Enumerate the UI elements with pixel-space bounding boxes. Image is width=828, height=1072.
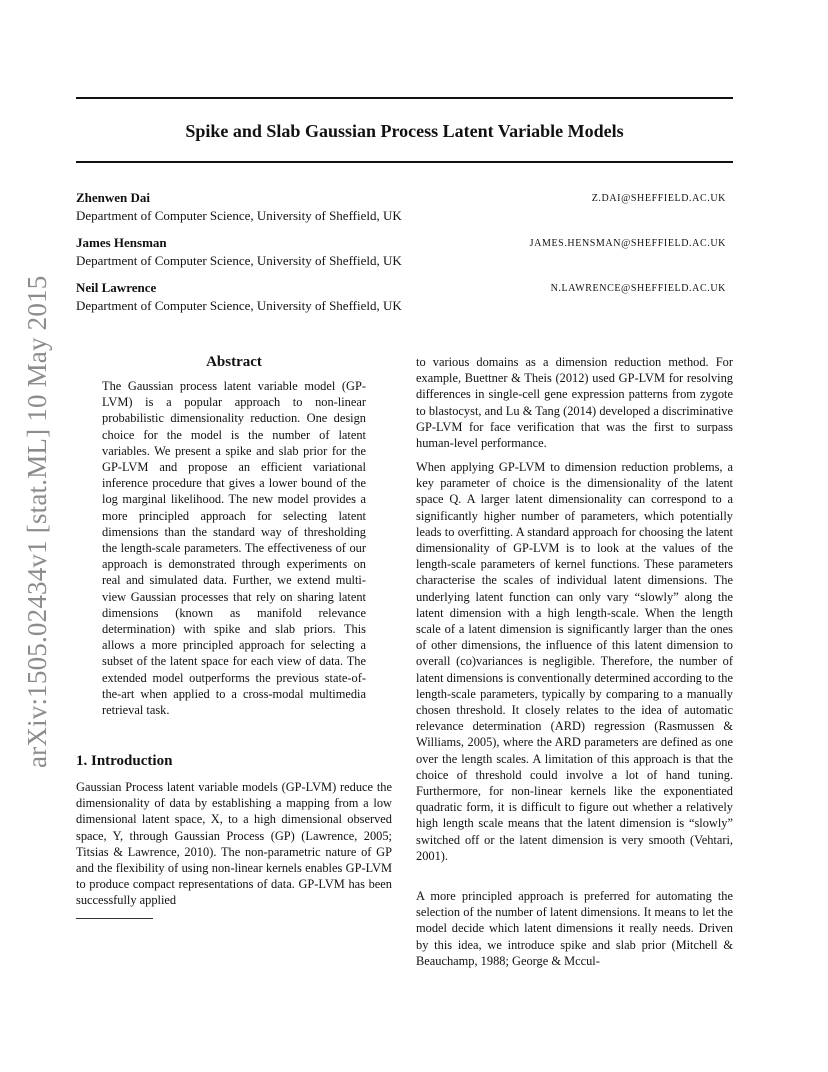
author-block [76,189,726,225]
author-name-text: James Hensman [76,235,167,250]
footnote-rule [76,918,153,919]
author-name [76,189,726,207]
author-email: N.LAWRENCE@SHEFFIELD.AC.UK [550,283,726,294]
author-affiliation: Department of Computer Science, University of Sheffield, UK [76,298,402,313]
section-heading-introduction: 1. Introduction [76,753,173,769]
abstract-heading: Abstract [206,354,262,370]
author-name-text: Zhenwen Dai [76,190,151,205]
introduction-paragraph: to various domains as a dimension reduction method. For example, Buettner & Theis (2012) used GP-LVM for resolving differences in single-cell gene expression patterns from zygote to blastocyst, and Lu & Tang (2014) developed a discriminative GP-LVM for face verification that was the first to surpass human-level performance. [416,355,733,451]
introduction-paragraph: When applying GP-LVM to dimension reduction problems, a key parameter of choice is the dimensionality of the latent space Q. A larger latent dimensionality can correspond to a significantly higher number of parameters, which potentially leads to overfitting. A standard approach for choosing the latent dimensionality of GP-LVM is to look at the values of the length-scale parameters of kernel functions. These parameters characterise the scales of individual latent dimensions. The underlying latent function can only vary “slowly” along the latent dimension with a high length-scale. When the length scale of a latent dimension is significantly larger than the ones of other dimensions, the influence of this latent dimension to overall (co)variances is negligible. Therefore, the number of latent dimensions is conventionally determined according to the length-scale parameters, typically by comparing to a manually chosen threshold. It closely relates to the idea of automatic relevance determination (ARD) regression (Rasmussen & Williams, 2005), where the ARD parameters are defined as one over the length scales. A limitation of this approach is that the choice of threshold could involve a lot of hand tuning. Furthermore, for non-linear kernels like the exponentiated quadratic form, it is difficult to figure out whether a relatively high length scale means that the latent dimension is “slowly” switched off or the latent dimension is very smooth (Vehtari, 2001). [416,460,733,863]
author-email: JAMES.HENSMAN@SHEFFIELD.AC.UK [529,238,726,249]
author-name [76,234,726,252]
author-block [76,234,726,270]
author-name [76,279,726,297]
arxiv-identifier: arXiv:1505.02434v1 [stat.ML] 10 May 2015 [22,275,52,768]
author-name-text: Neil Lawrence [76,280,157,295]
introduction-paragraph: Gaussian Process latent variable models (GP-LVM) reduce the dimensionality of data by establishing a mapping from a low dimensional latent space, X, to a high dimensional observed space, Y, through Gaussian Process (GP) (Lawrence, 2005; Titsias & Lawrence, 2010). The non-parametric nature of GP and the flexibility of using non-linear kernels enables GP-LVM to produce compact representations of data. GP-LVM has been successfully applied [76,780,392,908]
abstract-text: The Gaussian process latent variable model (GP-LVM) is a popular approach to non-linear probabilistic dimensionality reduction. One design choice for the model is the number of latent variables. We present a spike and slab prior for the GP-LVM and propose an efficient variational inference procedure that gives a lower bound of the log marginal likelihood. The new model provides a more principled approach for selecting latent dimensions than the standard way of thresholding the length-scale parameters. The effectiveness of our approach is demonstrated through experiments on real and simulated data. Further, we extend multi-view Gaussian processes that rely on sharing latent dimensions (known as manifold relevance determination) with spike and slab priors. This allows a more principled approach for selecting a subset of the latent space for each view of data. The extended model outperforms the previous state-of-the-art when applied to a cross-modal multimedia retrieval task. [102,379,366,718]
author-affiliation: Department of Computer Science, University of Sheffield, UK [76,253,402,268]
title-rule-top [76,97,733,99]
introduction-paragraph: A more principled approach is preferred for automating the selection of the number of latent dimensions. It means to let the model decide which latent dimensions it really needs. Driven by this idea, we introduce spike and slab prior (Mitchell & Beauchamp, 1988; George & Mccul- [416,889,733,968]
author-affiliation: Department of Computer Science, University of Sheffield, UK [76,208,402,223]
author-block [76,279,726,315]
paper-title: Spike and Slab Gaussian Process Latent Variable Models [185,121,624,141]
title-rule-bottom [76,161,733,163]
author-email: Z.DAI@SHEFFIELD.AC.UK [591,193,726,204]
